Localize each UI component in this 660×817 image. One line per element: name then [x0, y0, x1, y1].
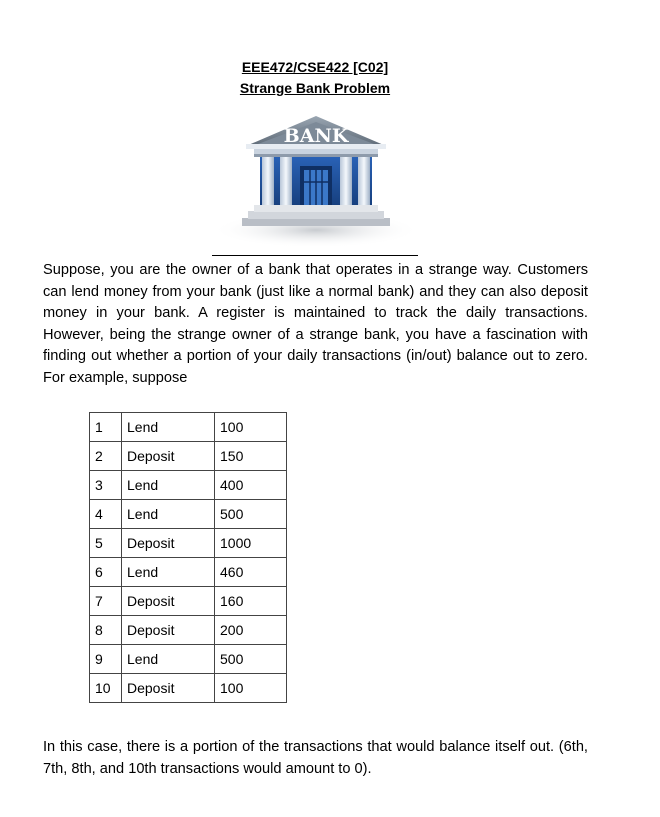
- transaction-amount-cell: 100: [215, 413, 287, 442]
- table-row: [90, 442, 287, 471]
- transactions-table-body: [90, 413, 287, 703]
- table-row: [90, 529, 287, 558]
- transaction-type-cell: Lend: [122, 471, 215, 500]
- transaction-type-cell: Lend: [122, 500, 215, 529]
- transaction-index-cell: 9: [90, 645, 122, 674]
- transaction-amount-cell: 200: [215, 616, 287, 645]
- transaction-index-cell: 7: [90, 587, 122, 616]
- transaction-type-cell: Deposit: [122, 587, 215, 616]
- bank-building-icon: [212, 110, 420, 248]
- transaction-amount-cell: 500: [215, 500, 287, 529]
- section-divider: [212, 255, 418, 256]
- conclusion-paragraph: In this case, there is a portion of the transactions that would balance itself out. (6th, 7th, 8th, and 10th transactions would amount to 0).: [43, 739, 588, 777]
- transaction-index-cell: 2: [90, 442, 122, 471]
- transaction-index-cell: 3: [90, 471, 122, 500]
- transaction-type-cell: Deposit: [122, 529, 215, 558]
- transactions-table: [89, 412, 287, 703]
- transaction-index-cell: 10: [90, 674, 122, 703]
- table-row: [90, 413, 287, 442]
- table-row: [90, 645, 287, 674]
- transaction-type-cell: Deposit: [122, 616, 215, 645]
- table-row: [90, 500, 287, 529]
- transaction-index-cell: 1: [90, 413, 122, 442]
- transaction-type-cell: Lend: [122, 413, 215, 442]
- transaction-index-cell: 5: [90, 529, 122, 558]
- table-row: [90, 471, 287, 500]
- transaction-type-cell: Lend: [122, 558, 215, 587]
- transaction-amount-cell: 1000: [215, 529, 287, 558]
- transaction-index-cell: 6: [90, 558, 122, 587]
- course-code-heading: EEE472/CSE422 [C02]: [241, 59, 389, 75]
- transaction-amount-cell: 460: [215, 558, 287, 587]
- transaction-amount-cell: 150: [215, 442, 287, 471]
- bank-sign-text: BANK: [283, 125, 349, 147]
- transaction-type-cell: Deposit: [122, 442, 215, 471]
- problem-title-heading: Strange Bank Problem: [239, 80, 391, 96]
- transaction-amount-cell: 160: [215, 587, 287, 616]
- intro-paragraph: Suppose, you are the owner of a bank that operates in a strange way. Customers can lend money from your bank (just like a normal bank) and they can also deposit money in your bank. A register is maintained to track the daily transactions. However, being the strange owner of a strange bank, you have a fascination with finding out whether a portion of your daily transactions (in/out) balance out to zero. For example, suppose: [43, 262, 588, 386]
- transaction-index-cell: 4: [90, 500, 122, 529]
- transaction-index-cell: 8: [90, 616, 122, 645]
- table-row: [90, 558, 287, 587]
- transaction-type-cell: Deposit: [122, 674, 215, 703]
- table-row: [90, 674, 287, 703]
- transaction-amount-cell: 400: [215, 471, 287, 500]
- transaction-amount-cell: 100: [215, 674, 287, 703]
- table-row: [90, 616, 287, 645]
- transaction-type-cell: Lend: [122, 645, 215, 674]
- transaction-amount-cell: 500: [215, 645, 287, 674]
- table-row: [90, 587, 287, 616]
